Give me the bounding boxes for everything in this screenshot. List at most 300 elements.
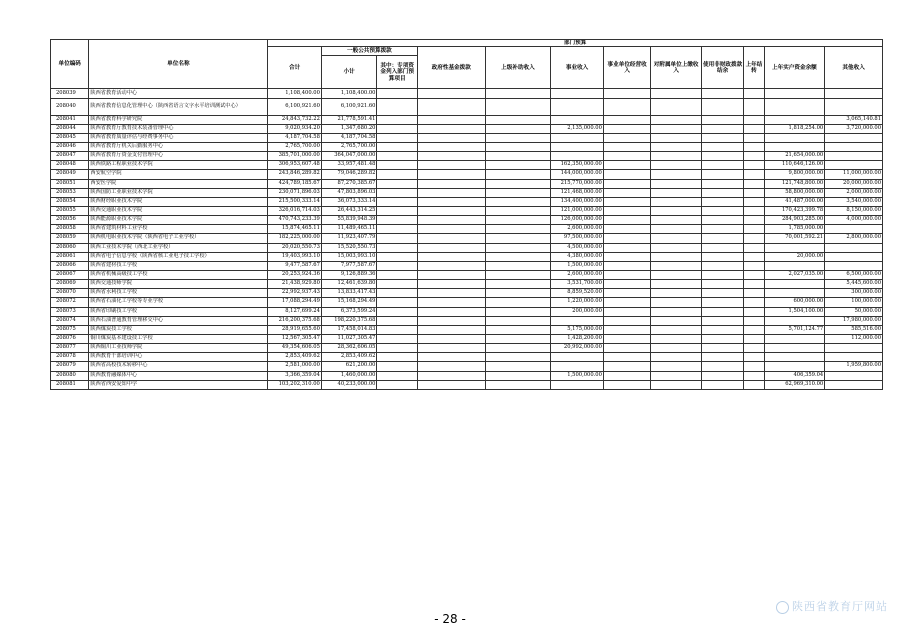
cell-unused: 20,000.00 — [764, 252, 825, 261]
cell-special — [377, 280, 417, 289]
cell-other: 8,150,000.00 — [825, 206, 883, 215]
cell-operating — [603, 133, 651, 142]
cell-gov — [417, 225, 485, 234]
cell-total: 1,108,400.00 — [268, 89, 322, 98]
cell-code: 208039 — [51, 89, 89, 98]
cell-special — [377, 170, 417, 179]
cell-total: 17,088,294.49 — [268, 298, 322, 307]
cell-gov — [417, 353, 485, 362]
cell-nonfiscal — [701, 234, 743, 243]
cell-superior — [485, 216, 551, 225]
table-row — [51, 216, 883, 225]
cell-affiliated — [651, 133, 702, 142]
cell-name: 陕西省高校技术转移中心 — [89, 362, 268, 371]
cell-unused — [764, 316, 825, 325]
cell-subtotal: 15,003,993.10 — [321, 252, 377, 261]
cell-operating — [603, 115, 651, 124]
cell-subtotal: 87,270,385.67 — [321, 179, 377, 188]
cell-business: 144,000,000.00 — [551, 170, 604, 179]
header-total: 合计 — [268, 47, 322, 89]
cell-affiliated — [651, 316, 702, 325]
cell-superior — [485, 289, 551, 298]
cell-code: 208079 — [51, 362, 89, 371]
cell-special — [377, 334, 417, 343]
cell-total: 424,789,185.67 — [268, 179, 322, 188]
cell-code: 208054 — [51, 197, 89, 206]
cell-unused: 9,800,000.00 — [764, 170, 825, 179]
cell-unused — [764, 142, 825, 151]
cell-superior — [485, 234, 551, 243]
cell-operating — [603, 280, 651, 289]
cell-name: 陕西煤炭技工学校 — [89, 325, 268, 334]
cell-operating — [603, 89, 651, 98]
cell-nonfiscal — [701, 280, 743, 289]
cell-affiliated — [651, 124, 702, 133]
cell-operating — [603, 270, 651, 279]
cell-superior — [485, 206, 551, 215]
cell-carryover — [744, 206, 764, 215]
cell-special — [377, 325, 417, 334]
header-superior-subsidy: 上级补助收入 — [485, 47, 551, 89]
cell-code: 208041 — [51, 115, 89, 124]
cell-gov — [417, 371, 485, 380]
cell-other: 50,000.00 — [825, 307, 883, 316]
cell-total: 2,765,700.00 — [268, 142, 322, 151]
cell-gov — [417, 170, 485, 179]
cell-affiliated — [651, 206, 702, 215]
cell-unused: 110,646,126.00 — [764, 161, 825, 170]
cell-code: 208046 — [51, 142, 89, 151]
cell-nonfiscal — [701, 216, 743, 225]
cell-name: 陕西省教育活动中心 — [89, 89, 268, 98]
cell-business: 2,135,000.00 — [551, 124, 604, 133]
cell-subtotal: 11,027,305.47 — [321, 334, 377, 343]
cell-business: 200,000.00 — [551, 307, 604, 316]
cell-superior — [485, 161, 551, 170]
cell-name: 陕西省水利技工学校 — [89, 289, 268, 298]
cell-unused — [764, 344, 825, 353]
cell-operating — [603, 353, 651, 362]
cell-nonfiscal — [701, 179, 743, 188]
cell-unused: 170,423,399.78 — [764, 206, 825, 215]
table-row — [51, 161, 883, 170]
cell-business: 126,000,000.00 — [551, 216, 604, 225]
cell-affiliated — [651, 170, 702, 179]
cell-subtotal: 621,200.00 — [321, 362, 377, 371]
cell-affiliated — [651, 325, 702, 334]
cell-affiliated — [651, 152, 702, 161]
cell-business: 97,500,000.00 — [551, 234, 604, 243]
cell-nonfiscal — [701, 261, 743, 270]
cell-affiliated — [651, 243, 702, 252]
budget-table — [50, 39, 883, 390]
cell-business — [551, 98, 604, 115]
cell-special — [377, 252, 417, 261]
cell-unused: 5,701,124.77 — [764, 325, 825, 334]
cell-subtotal: 15,168,294.49 — [321, 298, 377, 307]
cell-other: 2,800,000.00 — [825, 234, 883, 243]
cell-operating — [603, 261, 651, 270]
cell-operating — [603, 252, 651, 261]
cell-carryover — [744, 216, 764, 225]
cell-carryover — [744, 179, 764, 188]
cell-subtotal: 12,461,639.80 — [321, 280, 377, 289]
cell-special — [377, 234, 417, 243]
cell-affiliated — [651, 280, 702, 289]
cell-superior — [485, 225, 551, 234]
cell-business: 1,220,000.00 — [551, 298, 604, 307]
cell-nonfiscal — [701, 362, 743, 371]
cell-special — [377, 89, 417, 98]
cell-unused — [764, 353, 825, 362]
cell-unused: 600,000.00 — [764, 298, 825, 307]
cell-total: 103,202,310.00 — [268, 380, 322, 389]
cell-subtotal: 79,046,289.82 — [321, 170, 377, 179]
cell-special — [377, 362, 417, 371]
cell-code: 208061 — [51, 252, 89, 261]
cell-total: 3,366,359.04 — [268, 371, 322, 380]
cell-subtotal: 40,233,000.00 — [321, 380, 377, 389]
table-row — [51, 325, 883, 334]
cell-gov — [417, 380, 485, 389]
cell-special — [377, 188, 417, 197]
cell-nonfiscal — [701, 270, 743, 279]
cell-unused: 406,359.04 — [764, 371, 825, 380]
table-row — [51, 252, 883, 261]
cell-other — [825, 152, 883, 161]
cell-operating — [603, 234, 651, 243]
cell-affiliated — [651, 188, 702, 197]
cell-name: 陕西省教育厅教育技术装备管理中心 — [89, 124, 268, 133]
cell-other — [825, 380, 883, 389]
cell-superior — [485, 261, 551, 270]
cell-carryover — [744, 353, 764, 362]
cell-gov — [417, 124, 485, 133]
cell-name: 陕西省建材技工学校 — [89, 261, 268, 270]
cell-gov — [417, 261, 485, 270]
cell-gov — [417, 98, 485, 115]
cell-carryover — [744, 371, 764, 380]
cell-affiliated — [651, 115, 702, 124]
cell-total: 21,438,929.80 — [268, 280, 322, 289]
cell-carryover — [744, 280, 764, 289]
cell-gov — [417, 362, 485, 371]
cell-nonfiscal — [701, 89, 743, 98]
cell-carryover — [744, 334, 764, 343]
cell-operating — [603, 307, 651, 316]
cell-affiliated — [651, 289, 702, 298]
table-row — [51, 344, 883, 353]
cell-carryover — [744, 298, 764, 307]
cell-special — [377, 142, 417, 151]
header-unit-name: 单位名称 — [89, 40, 268, 89]
cell-affiliated — [651, 142, 702, 151]
header-general-budget: 一般公共预算拨款 — [321, 47, 417, 56]
cell-superior — [485, 353, 551, 362]
table-row — [51, 307, 883, 316]
cell-name: 陕西省教育科学研究院 — [89, 115, 268, 124]
cell-unused: 41,487,000.00 — [764, 197, 825, 206]
cell-total: 6,100,921.60 — [268, 98, 322, 115]
cell-nonfiscal — [701, 353, 743, 362]
cell-name: 陕西铁路工程职业技术学院 — [89, 161, 268, 170]
cell-total: 12,567,305.47 — [268, 334, 322, 343]
cell-special — [377, 353, 417, 362]
cell-superior — [485, 270, 551, 279]
cell-special — [377, 316, 417, 325]
cell-carryover — [744, 152, 764, 161]
table-row — [51, 353, 883, 362]
cell-subtotal: 47,803,896.03 — [321, 188, 377, 197]
cell-business: 2,600,000.00 — [551, 225, 604, 234]
cell-business — [551, 316, 604, 325]
cell-affiliated — [651, 261, 702, 270]
cell-operating — [603, 98, 651, 115]
cell-special — [377, 225, 417, 234]
cell-other — [825, 133, 883, 142]
cell-nonfiscal — [701, 152, 743, 161]
cell-other: 6,500,000.00 — [825, 270, 883, 279]
watermark-text: 陕西省教育厅网站 — [792, 600, 888, 613]
cell-total: 49,354,606.05 — [268, 344, 322, 353]
cell-superior — [485, 252, 551, 261]
cell-name: 陕西石油普通教育管理移交中心 — [89, 316, 268, 325]
cell-name: 陕西省教育厅机关后勤服务中心 — [89, 142, 268, 151]
cell-nonfiscal — [701, 133, 743, 142]
cell-special — [377, 243, 417, 252]
cell-carryover — [744, 225, 764, 234]
cell-other — [825, 161, 883, 170]
cell-other: 1,959,800.00 — [825, 362, 883, 371]
cell-total: 20,253,924.36 — [268, 270, 322, 279]
cell-nonfiscal — [701, 371, 743, 380]
cell-unused: 1,785,000.00 — [764, 225, 825, 234]
cell-affiliated — [651, 334, 702, 343]
cell-affiliated — [651, 161, 702, 170]
table-row — [51, 371, 883, 380]
cell-unused: 70,001,592.21 — [764, 234, 825, 243]
cell-subtotal: 36,073,333.14 — [321, 197, 377, 206]
cell-subtotal: 55,839,948.39 — [321, 216, 377, 225]
cell-business: 8,859,520.00 — [551, 289, 604, 298]
table-row — [51, 243, 883, 252]
cell-unused — [764, 334, 825, 343]
cell-operating — [603, 316, 651, 325]
header-dept-budget: 部门预算 — [268, 40, 883, 47]
cell-affiliated — [651, 307, 702, 316]
cell-special — [377, 152, 417, 161]
cell-nonfiscal — [701, 298, 743, 307]
cell-superior — [485, 89, 551, 98]
cell-affiliated — [651, 362, 702, 371]
cell-business: 1,500,000.00 — [551, 371, 604, 380]
table-row — [51, 124, 883, 133]
cell-business: 121,000,000.00 — [551, 206, 604, 215]
cell-gov — [417, 298, 485, 307]
cell-subtotal: 13,833,417.43 — [321, 289, 377, 298]
cell-business — [551, 89, 604, 98]
cell-name: 陕西省建筑材料工业学校 — [89, 225, 268, 234]
cell-unused — [764, 243, 825, 252]
cell-superior — [485, 316, 551, 325]
cell-subtotal: 11,489,465.11 — [321, 225, 377, 234]
cell-subtotal: 11,923,407.79 — [321, 234, 377, 243]
cell-gov — [417, 133, 485, 142]
table-row — [51, 380, 883, 389]
table-row — [51, 133, 883, 142]
cell-other — [825, 344, 883, 353]
cell-gov — [417, 316, 485, 325]
cell-special — [377, 124, 417, 133]
cell-unused — [764, 98, 825, 115]
table-row — [51, 270, 883, 279]
cell-code: 208049 — [51, 170, 89, 179]
cell-nonfiscal — [701, 170, 743, 179]
cell-carryover — [744, 133, 764, 142]
cell-unused: 58,800,000.00 — [764, 188, 825, 197]
cell-code: 208044 — [51, 124, 89, 133]
cell-superior — [485, 115, 551, 124]
cell-code: 208080 — [51, 371, 89, 380]
cell-carryover — [744, 98, 764, 115]
cell-unused: 21,654,000.00 — [764, 152, 825, 161]
cell-name: 陕西教育干部培训中心 — [89, 353, 268, 362]
cell-other — [825, 142, 883, 151]
cell-superior — [485, 280, 551, 289]
cell-operating — [603, 170, 651, 179]
cell-superior — [485, 98, 551, 115]
cell-gov — [417, 161, 485, 170]
cell-subtotal: 2,853,409.62 — [321, 353, 377, 362]
cell-unused — [764, 289, 825, 298]
cell-other: 3,720,000.00 — [825, 124, 883, 133]
table-body — [51, 89, 883, 389]
cell-other — [825, 243, 883, 252]
cell-code: 208069 — [51, 280, 89, 289]
cell-name: 陕西省印刷技工学校 — [89, 307, 268, 316]
cell-gov — [417, 252, 485, 261]
cell-unused — [764, 133, 825, 142]
cell-other: 20,000,000.00 — [825, 179, 883, 188]
cell-nonfiscal — [701, 115, 743, 124]
cell-other: 585,516.00 — [825, 325, 883, 334]
cell-nonfiscal — [701, 124, 743, 133]
cell-name: 陕西交通技师学院 — [89, 280, 268, 289]
cell-unused — [764, 115, 825, 124]
cell-nonfiscal — [701, 334, 743, 343]
cell-business: 3,531,700.00 — [551, 280, 604, 289]
cell-nonfiscal — [701, 380, 743, 389]
cell-business: 1,500,000.00 — [551, 261, 604, 270]
cell-affiliated — [651, 252, 702, 261]
cell-nonfiscal — [701, 325, 743, 334]
table-row — [51, 142, 883, 151]
cell-gov — [417, 89, 485, 98]
cell-other: 11,000,000.00 — [825, 170, 883, 179]
cell-unused: 121,748,800.00 — [764, 179, 825, 188]
cell-carryover — [744, 243, 764, 252]
table-row — [51, 316, 883, 325]
cell-gov — [417, 152, 485, 161]
cell-code: 208056 — [51, 216, 89, 225]
table-row — [51, 334, 883, 343]
cell-business: 4,380,000.00 — [551, 252, 604, 261]
cell-total: 230,071,896.03 — [268, 188, 322, 197]
cell-superior — [485, 124, 551, 133]
header-last-year-balance: 上年结转 — [744, 47, 764, 89]
cell-business: 162,350,000.00 — [551, 161, 604, 170]
page-number: - 28 - — [434, 612, 466, 626]
cell-other — [825, 89, 883, 98]
cell-total: 20,020,550.73 — [268, 243, 322, 252]
cell-operating — [603, 225, 651, 234]
cell-business: 2,600,000.00 — [551, 270, 604, 279]
cell-nonfiscal — [701, 188, 743, 197]
cell-affiliated — [651, 344, 702, 353]
cell-operating — [603, 380, 651, 389]
cell-nonfiscal — [701, 142, 743, 151]
cell-affiliated — [651, 298, 702, 307]
cell-total: 22,992,937.43 — [268, 289, 322, 298]
cell-total: 306,953,607.48 — [268, 161, 322, 170]
cell-name: 西安航空学院 — [89, 170, 268, 179]
cell-total: 182,225,000.00 — [268, 234, 322, 243]
cell-subtotal: 2,765,700.00 — [321, 142, 377, 151]
cell-code: 208059 — [51, 234, 89, 243]
cell-subtotal: 1,108,400.00 — [321, 89, 377, 98]
cell-business — [551, 133, 604, 142]
cell-total: 326,016,714.03 — [268, 206, 322, 215]
cell-carryover — [744, 161, 764, 170]
cell-unused — [764, 89, 825, 98]
cell-total: 24,843,732.22 — [268, 115, 322, 124]
cell-unused — [764, 280, 825, 289]
cell-business — [551, 152, 604, 161]
cell-business: 4,500,000.00 — [551, 243, 604, 252]
cell-nonfiscal — [701, 161, 743, 170]
header-special-fund: 其中：专项资金列入部门预算项目 — [377, 56, 417, 89]
header-operating-income: 事业单位经营收入 — [603, 47, 651, 89]
cell-affiliated — [651, 216, 702, 225]
cell-operating — [603, 152, 651, 161]
cell-affiliated — [651, 234, 702, 243]
cell-name: 陕西能源职业技术学院 — [89, 216, 268, 225]
cell-total: 385,701,000.00 — [268, 152, 322, 161]
cell-code: 208058 — [51, 225, 89, 234]
cell-name: 陕西省教育厅资金支付管理中心 — [89, 152, 268, 161]
cell-superior — [485, 179, 551, 188]
cell-superior — [485, 362, 551, 371]
cell-business — [551, 362, 604, 371]
header-last-year-unused: 上年实户资金余额 — [764, 47, 825, 89]
cell-carryover — [744, 289, 764, 298]
cell-special — [377, 298, 417, 307]
cell-code: 208076 — [51, 334, 89, 343]
cell-total: 9,477,587.67 — [268, 261, 322, 270]
cell-code: 208077 — [51, 344, 89, 353]
cell-code: 208081 — [51, 380, 89, 389]
cell-unused: 1,818,254.00 — [764, 124, 825, 133]
cell-gov — [417, 280, 485, 289]
header-subtotal: 小计 — [321, 56, 377, 89]
cell-operating — [603, 344, 651, 353]
header-unit-code: 单位编码 — [51, 40, 89, 89]
cell-code: 208051 — [51, 179, 89, 188]
cell-nonfiscal — [701, 243, 743, 252]
cell-total: 15,874,465.11 — [268, 225, 322, 234]
table-row — [51, 234, 883, 243]
cell-operating — [603, 197, 651, 206]
